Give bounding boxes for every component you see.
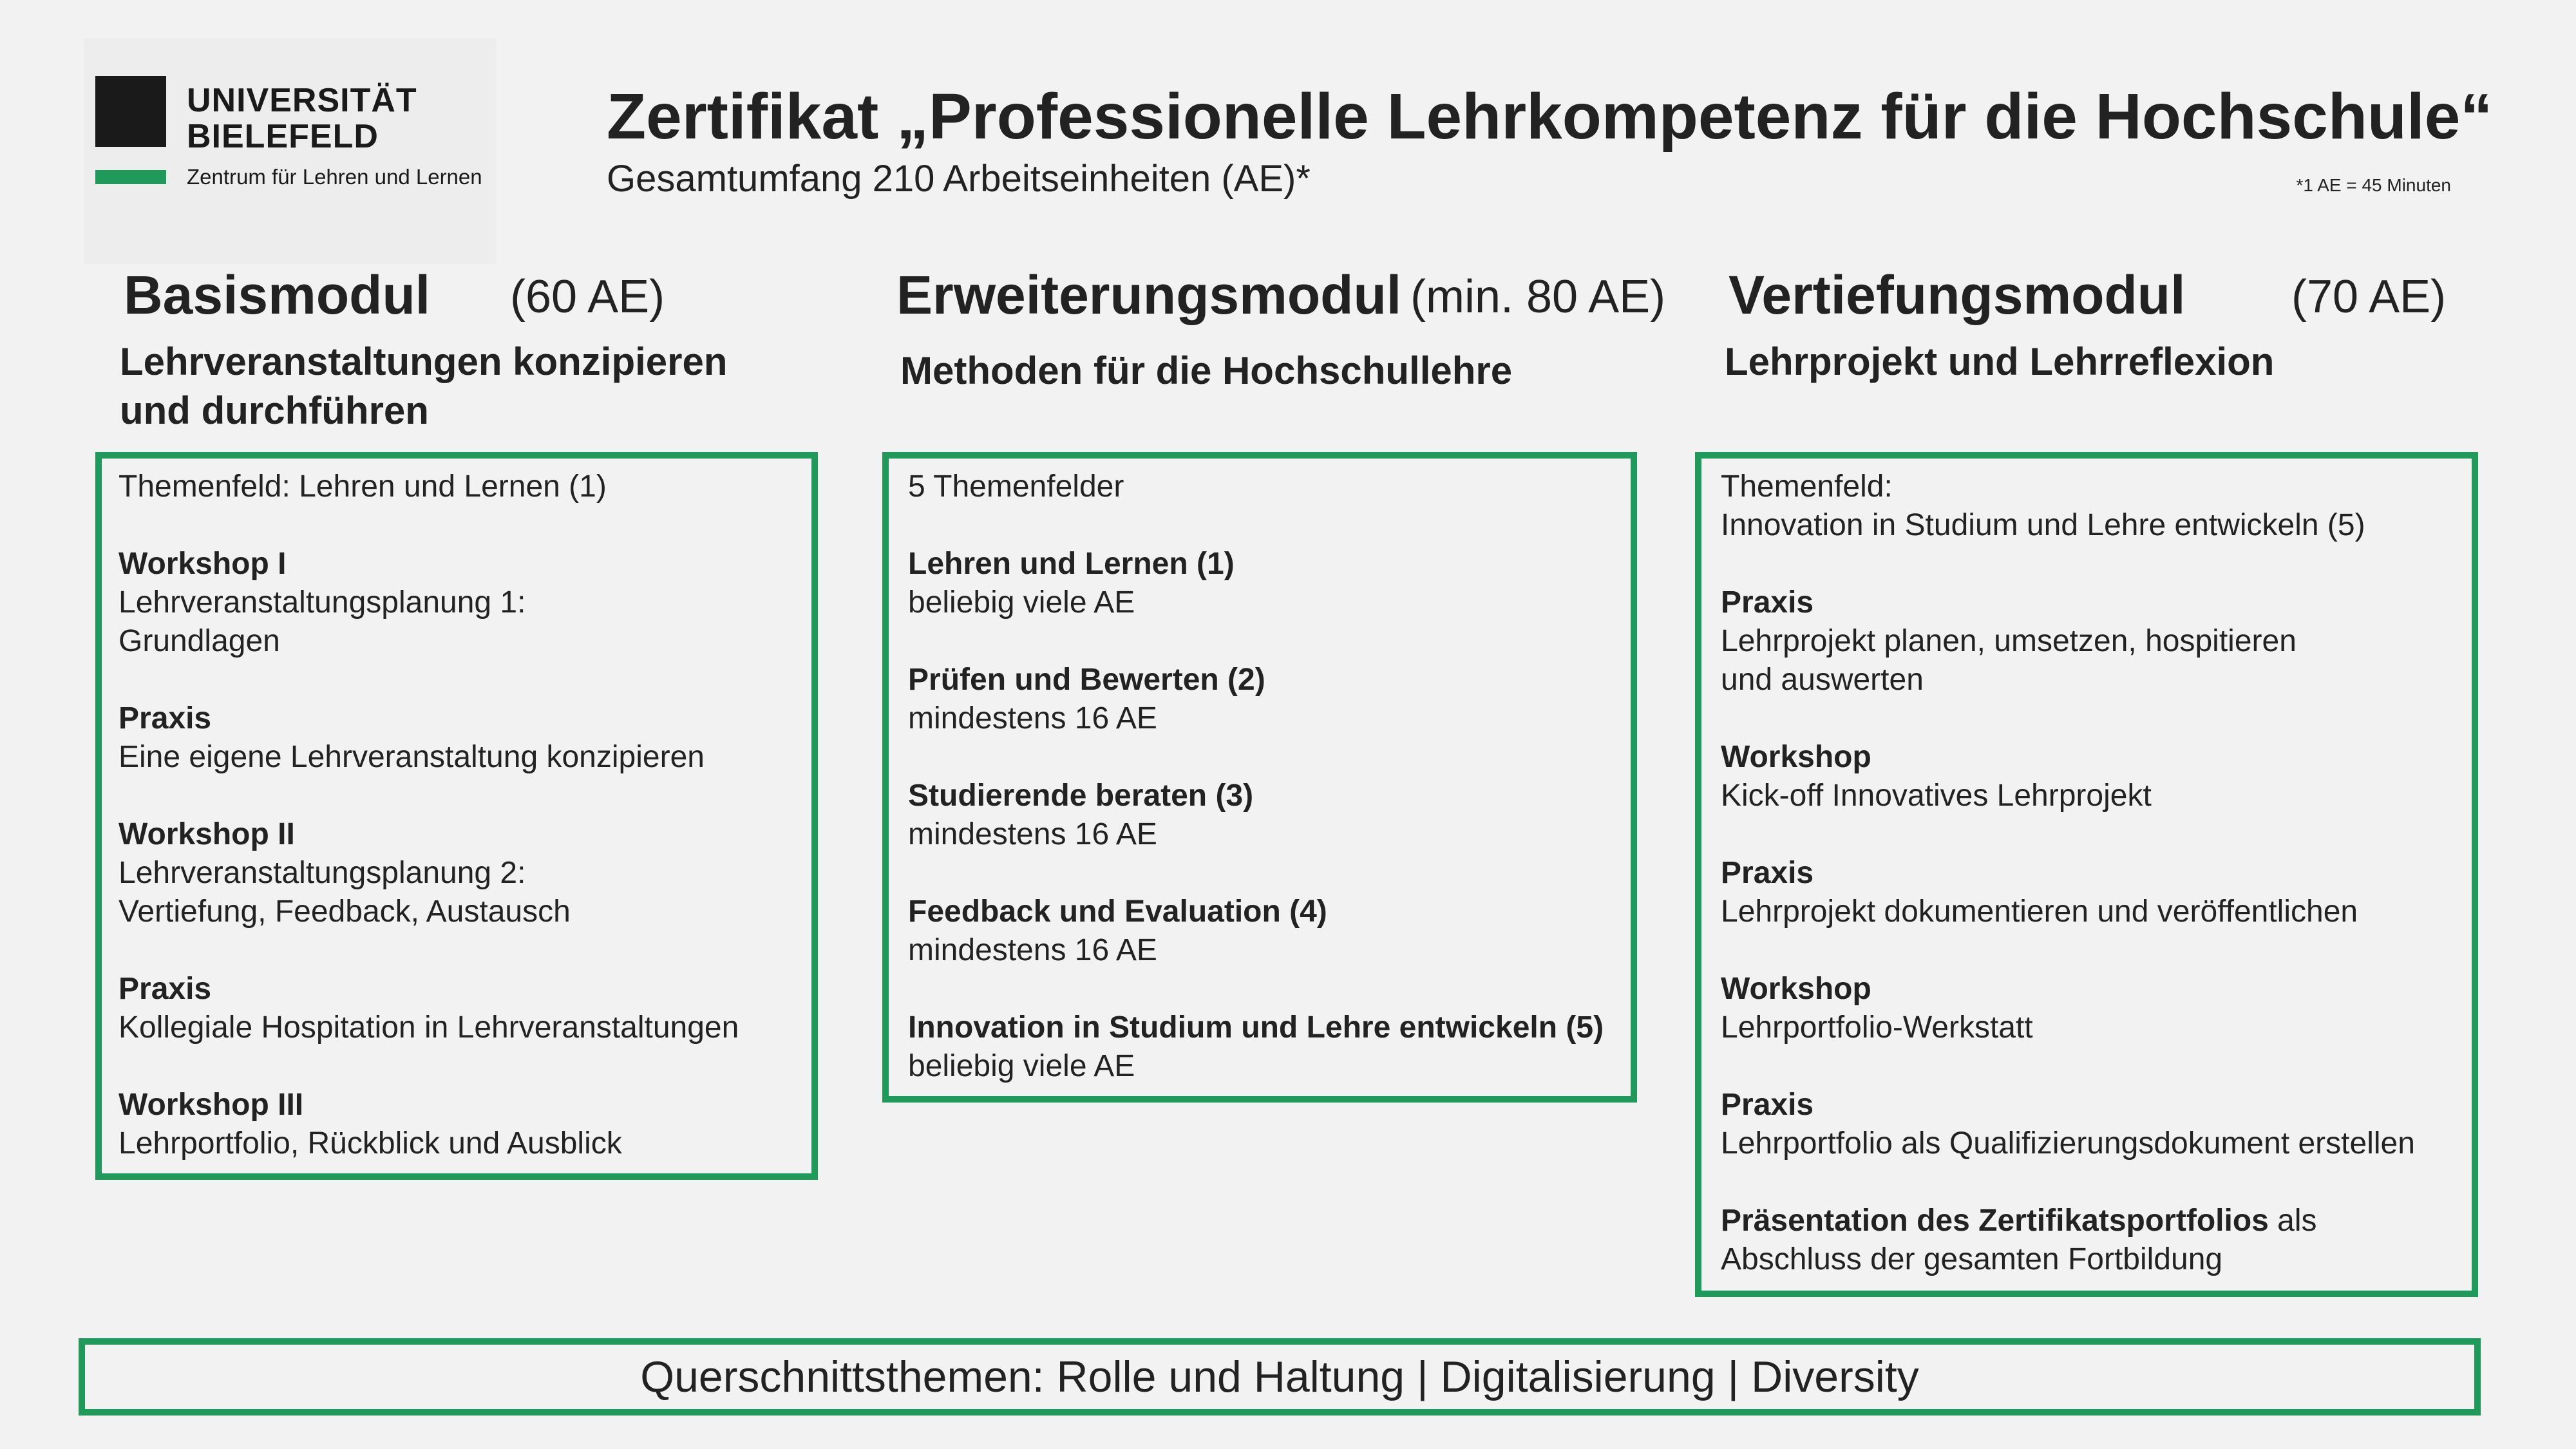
item-line: Grundlagen — [118, 624, 280, 658]
item-line: Lehrprojekt planen, umsetzen, hospitieren — [1721, 624, 2297, 658]
item-heading-row — [1721, 1202, 2459, 1240]
item-heading: Workshop I — [118, 547, 287, 581]
module-ae-erweiterung: (min. 80 AE) — [1410, 271, 1666, 323]
item-line: Lehrveranstaltungsplanung 2: — [118, 856, 526, 890]
item-line: Lehrveranstaltungsplanung 1: — [118, 585, 526, 620]
module-subtitle-line: Lehrveranstaltungen konzipieren — [120, 340, 728, 383]
item-heading: Feedback und Evaluation (4) — [908, 895, 1327, 929]
list-item — [1721, 1202, 2459, 1279]
cross-cutting-topics-text: Querschnittsthemen: Rolle und Haltung | Digitalisierung | Diversity — [640, 1352, 1919, 1401]
module-subtitle-vertiefung — [1725, 337, 2274, 386]
item-heading-suffix: als — [2268, 1204, 2317, 1238]
item-line: mindestens 16 AE — [908, 817, 1157, 851]
item-line: Lehrportfolio als Qualifizierungsdokument erstellen — [1721, 1126, 2415, 1160]
item-line: Innovation in Studium und Lehre entwickeln (5) — [1721, 508, 2365, 542]
list-item — [908, 893, 1618, 970]
item-heading: Prüfen und Bewerten (2) — [908, 663, 1265, 697]
module-ae-basis: (60 AE) — [510, 271, 665, 323]
item-line: Themenfeld: — [1721, 469, 1893, 504]
list-item — [1721, 970, 2459, 1047]
item-line: mindestens 16 AE — [908, 933, 1157, 967]
item-heading: Präsentation des Zertifikatsportfolios — [1721, 1204, 2269, 1238]
item-line: Abschluss der gesamten Fortbildung — [1721, 1242, 2223, 1276]
page-title: Zertifikat „Professionelle Lehrkompetenz für die Hochschule“ — [607, 80, 2493, 153]
list-item — [1721, 468, 2459, 545]
item-line: Kick-off Innovatives Lehrprojekt — [1721, 779, 2152, 813]
module-content-basis — [118, 468, 799, 1163]
item-line: 5 Themenfelder — [908, 469, 1124, 504]
module-subtitle-erweiterung — [900, 346, 1512, 395]
item-heading: Praxis — [1721, 1088, 1814, 1122]
university-name-line2: BIELEFELD — [187, 118, 379, 155]
item-line: beliebig viele AE — [908, 585, 1135, 620]
item-line: Lehrportfolio, Rückblick und Ausblick — [118, 1126, 622, 1160]
module-subtitle-line: Lehrprojekt und Lehrreflexion — [1725, 340, 2275, 383]
item-heading: Lehren und Lernen (1) — [908, 547, 1235, 581]
module-subtitle-line: Methoden für die Hochschullehre — [900, 349, 1513, 392]
list-item — [1721, 583, 2459, 699]
footnote: *1 AE = 45 Minuten — [2296, 175, 2451, 195]
item-heading: Studierende beraten (3) — [908, 779, 1254, 813]
list-item — [908, 545, 1618, 622]
list-item — [118, 699, 799, 777]
module-box-erweiterung — [882, 452, 1637, 1103]
list-item — [908, 468, 1618, 506]
list-item — [118, 468, 799, 506]
item-line: Kollegiale Hospitation in Lehrveranstaltungen — [118, 1010, 739, 1045]
list-item — [1721, 854, 2459, 931]
module-subtitle-line: und durchführen — [120, 389, 429, 432]
item-heading: Praxis — [1721, 585, 1814, 620]
university-name-line1: UNIVERSITÄT — [187, 82, 417, 119]
item-heading: Workshop — [1721, 740, 1871, 774]
item-line: mindestens 16 AE — [908, 701, 1157, 735]
list-item — [118, 545, 799, 661]
module-content-erweiterung — [908, 468, 1618, 1086]
module-title-basis: Basismodul — [124, 265, 431, 325]
list-item — [1721, 738, 2459, 815]
item-heading: Praxis — [1721, 856, 1814, 890]
item-line: Lehrportfolio-Werkstatt — [1721, 1010, 2033, 1045]
list-item — [908, 777, 1618, 854]
module-title-erweiterung: Erweiterungsmodul — [896, 265, 1402, 325]
item-heading: Praxis — [118, 972, 212, 1006]
item-line: Themenfeld: Lehren und Lernen (1) — [118, 469, 607, 504]
item-line: Vertiefung, Feedback, Austausch — [118, 895, 571, 929]
item-heading: Innovation in Studium und Lehre entwickeln (5) — [908, 1010, 1604, 1045]
list-item — [118, 1086, 799, 1163]
module-subtitle-basis — [120, 337, 728, 435]
cross-cutting-topics-box — [79, 1338, 2481, 1416]
list-item — [1721, 1086, 2459, 1163]
list-item — [908, 661, 1618, 738]
module-title-vertiefung: Vertiefungsmodul — [1728, 265, 2186, 325]
item-line: beliebig viele AE — [908, 1049, 1135, 1083]
list-item — [118, 970, 799, 1047]
module-box-basis — [95, 452, 818, 1180]
list-item — [118, 815, 799, 931]
center-name: Zentrum für Lehren und Lernen — [187, 165, 482, 189]
item-line: und auswerten — [1721, 663, 1924, 697]
item-heading: Workshop III — [118, 1088, 304, 1122]
university-name — [187, 82, 496, 155]
page-subtitle: Gesamtumfang 210 Arbeitseinheiten (AE)* — [607, 158, 1311, 200]
item-line: Lehrprojekt dokumentieren und veröffentlichen — [1721, 895, 2358, 929]
module-content-vertiefung — [1721, 468, 2459, 1279]
item-line: Eine eigene Lehrveranstaltung konzipieren — [118, 740, 705, 774]
logo-accent-bar — [95, 170, 166, 184]
module-box-vertiefung — [1695, 452, 2478, 1297]
list-item — [908, 1009, 1618, 1086]
item-heading: Workshop II — [118, 817, 295, 851]
item-heading: Workshop — [1721, 972, 1871, 1006]
item-heading: Praxis — [118, 701, 212, 735]
module-ae-vertiefung: (70 AE) — [2291, 271, 2447, 323]
university-logo-mark — [95, 76, 166, 147]
